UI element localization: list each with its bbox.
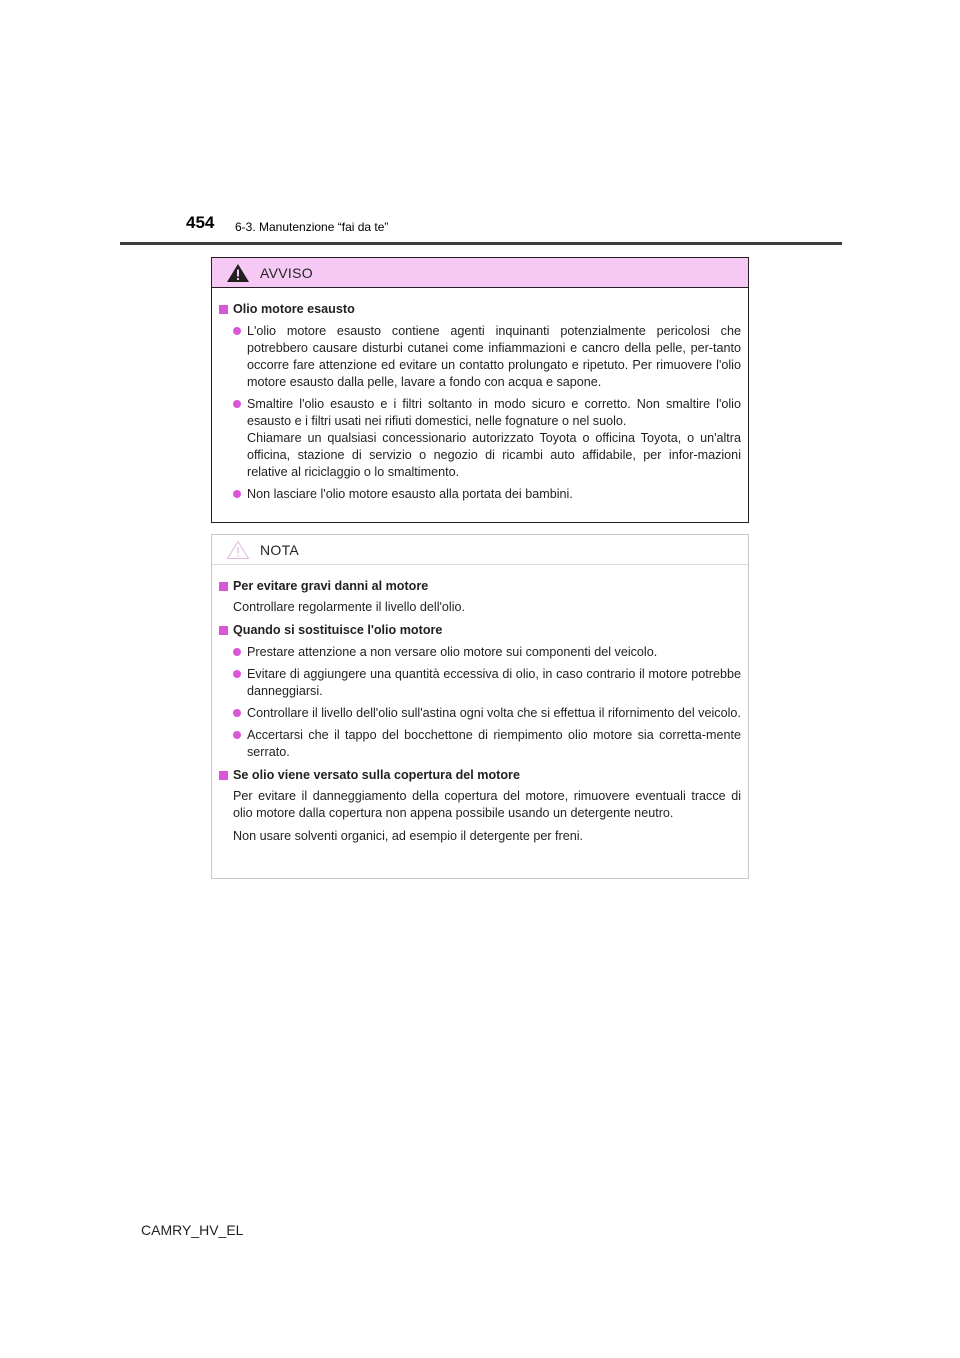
paragraph: Controllare regolarmente il livello dell'olio. [233,600,466,614]
document-code: CAMRY_HV_EL [141,1222,244,1238]
caution-triangle-icon [226,540,250,560]
round-bullet-icon [233,670,241,678]
page-number: 454 [186,213,215,232]
warning-box [211,257,749,523]
item-text: Chiamare un qualsiasi concessionario autorizzato Toyota o officina Toyota, o un'altra officina, stazione di servizio o negozio di ricambi auto affidabile, per infor-mazioni relative al riciclaggio o lo smaltimento. [247,431,741,479]
item-text: Prestare attenzione a non versare olio motore sui componenti del veicolo. [247,645,658,659]
warning-section [219,301,741,318]
section-title: Quando si sostituisce l'olio motore [233,623,443,637]
warning-triangle-icon [226,263,250,283]
list-item [219,705,741,722]
warning-body [212,288,748,503]
note-section [219,622,741,639]
round-bullet-icon [233,327,241,335]
list-item [219,486,741,503]
item-text: Smaltire l'olio esausto e i filtri soltanto in modo sicuro e corretto. Non smaltire l'olio esausto e i filtri usati nei rifiuti domestici, nelle fognature o nel suolo. [247,397,741,428]
square-bullet-icon [219,305,228,314]
warning-header [212,258,748,288]
list-item [219,396,741,481]
item-text: Controllare il livello dell'olio sull'astina ogni volta che si effettua il rifornimento del veicolo. [247,706,741,720]
note-body [212,565,748,845]
list-item [219,727,741,761]
square-bullet-icon [219,582,228,591]
round-bullet-icon [233,490,241,498]
round-bullet-icon [233,400,241,408]
section-title: Se olio viene versato sulla copertura del motore [233,768,520,782]
section-header: 6-3. Manutenzione “fai da te” [235,220,389,234]
section-title: Olio motore esausto [233,302,355,316]
round-bullet-icon [233,709,241,717]
list-item [219,644,741,661]
square-bullet-icon [219,771,228,780]
note-header [212,535,748,565]
item-text: L'olio motore esausto contiene agenti inquinanti potenzialmente pericolosi che potrebbero causare disturbi cutanei come infiammazioni e cancro della pelle, per-tanto occorre fare attenzione ed evitare un contatto prolungato e ripetuto. Per rimuovere l'olio motore esausto dalla pelle, lavare a fondo con acqua e sapone. [247,324,741,389]
item-text: Non lasciare l'olio motore esausto alla portata dei bambini. [247,487,573,501]
square-bullet-icon [219,626,228,635]
note-section [219,767,741,784]
round-bullet-icon [233,731,241,739]
round-bullet-icon [233,648,241,656]
note-box [211,534,749,879]
header-rule [120,242,842,245]
section-title: Per evitare gravi danni al motore [233,579,429,593]
note-section [219,578,741,595]
item-text: Evitare di aggiungere una quantità eccessiva di olio, in caso contrario il motore potrebbe danneggiarsi. [247,667,741,698]
item-text: Accertarsi che il tappo del bocchettone di riempimento olio motore sia corretta-mente serrato. [247,728,741,759]
note-label: NOTA [260,541,300,558]
warning-label: AVVISO [260,264,313,281]
list-item [219,323,741,391]
paragraph: Per evitare il danneggiamento della copertura del motore, rimuovere eventuali tracce di olio motore dalla copertura non appena possibile usando un detergente neutro. [233,789,741,820]
paragraph: Non usare solventi organici, ad esempio il detergente per freni. [233,829,584,843]
list-item [219,666,741,700]
